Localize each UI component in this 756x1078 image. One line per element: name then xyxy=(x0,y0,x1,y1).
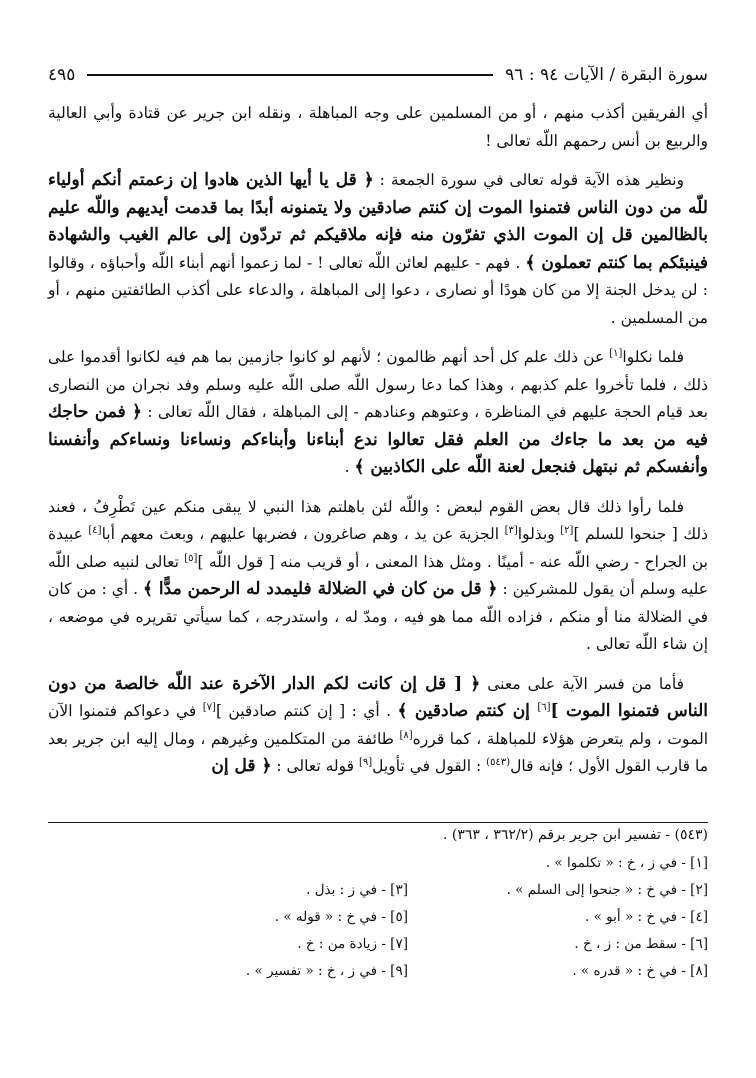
footnote-marker: [٥] xyxy=(184,552,198,564)
paragraph xyxy=(48,494,708,659)
footnote-marker: [٤] xyxy=(88,524,102,536)
footnote: [٤] - في خ : « أبو » . xyxy=(585,909,708,925)
paragraph xyxy=(48,100,708,155)
text-segment: فلما نكلوا xyxy=(622,348,684,366)
footnote-marker: [٣] xyxy=(504,524,518,536)
footnote-marker: [٢] xyxy=(560,524,574,536)
page-number: ٤٩٥ xyxy=(48,65,76,85)
footnote-marker: [٨] xyxy=(399,729,413,741)
footnote-row xyxy=(48,904,708,931)
footnote-marker: (٥٤٣) xyxy=(486,756,511,768)
footnote-row xyxy=(48,931,708,958)
footnote: [٧] - زيادة من : خ . xyxy=(297,936,408,952)
paragraph xyxy=(48,344,708,482)
text-segment: . xyxy=(344,458,355,476)
text-segment: تعالى لنبيه صلى اللّه عليه وسلم أن يقول للمشركين : xyxy=(48,552,709,598)
footnote-marker: [١] xyxy=(609,347,623,359)
text-segment: في دعواكم فتمنوا الآن الموت ، ولم يتعرض هؤلاء للمباهلة ، كما قرره xyxy=(48,702,708,748)
paragraph xyxy=(48,671,708,781)
text-segment: أي الفريقين أكذب منهم ، أو من المسلمين على وجه المباهلة ، ونقله ابن جرير عن قتادة وأبي العالية والربيع بن أنس رحمهم اللّه تعالى ! xyxy=(48,104,708,150)
quran-verse: ﴿ [ قل إن كانت لكم الدار الآخرة عند اللّه خالصة من دون الناس فتمنوا الموت ] xyxy=(48,673,709,721)
footnote: [٨] - في خ : « قدره » . xyxy=(572,963,708,979)
footnote: [٦] - سقط من : ز ، خ . xyxy=(574,936,708,952)
footnote-marker: [٦] xyxy=(537,701,551,713)
running-title: سورة البقرة / الآيات ٩٤ : ٩٦ xyxy=(505,65,708,85)
footnote-row xyxy=(48,877,708,904)
footnote: [٢] - في خ : « جنحوا إلى السلم » . xyxy=(506,882,708,898)
footnote: [١] - في ز ، خ : « تكلموا » . xyxy=(545,855,708,871)
footnote: [٩] - في ز ، خ : « تفسير » . xyxy=(245,963,408,979)
text-segment: وبذلوا xyxy=(517,525,561,543)
quran-verse: ﴿ قل إن xyxy=(211,756,272,776)
text-segment: . أي : [ إن كنتم صادقين ] xyxy=(215,702,398,720)
text-segment: فأما من فسر الآية على معنى xyxy=(480,674,684,693)
text-segment: . أي : من كان في الضلالة منا أو منكم ، فزاده اللّه مما هو فيه ، ومدّ له ، واستدرجه ، كما سيأتي تقريره في موضعه ، إن شاء اللّه تعالى . xyxy=(48,580,708,653)
text-segment: ونظير هذه الآية قوله تعالى في سورة الجمعة : xyxy=(373,171,684,189)
body-text xyxy=(48,100,708,793)
footnote: [٥] - في خ : « قوله » . xyxy=(274,909,408,925)
paragraph xyxy=(48,167,708,332)
text-segment: عبيدة بن الجراح - رضي اللّه عنه - أمينًا . ومثل هذا المعنى ، أو قريب منه [ قول اللّه ] xyxy=(48,525,708,571)
text-segment: . فهم - عليهم لعائن اللّه تعالى ! - لما زعموا أنهم أبناء اللّه وأحباؤه ، وقالوا : لن يدخل الجنة إلا من كان هودًا أو نصارى ، دعوا إلى المباهلة ، والدعاء على أكذب الطائفتين منهم ، أو من المسلمين . xyxy=(48,253,708,327)
quran-verse: إن كنتم صادقين ﴾ xyxy=(397,701,538,721)
footnote: [٣] - في ز : بذل . xyxy=(306,882,408,898)
text-segment: الجزية عن يد ، وهم صاغرون ، فضربها عليهم ، وبعث معهم أبا xyxy=(101,525,505,543)
text-segment: عن ذلك علم كل أحد أنهم ظالمون ؛ لأنهم لو كانوا جازمين بما هم فيه لكانوا أقدموا على ذلك ، فلما تأخروا علم كذبهم ، وهذا كما دعا رسول اللّه صلى اللّه عليه وسلم وفد نجران من النصارى بعد قيام الحجة عليهم في المناظرة ، وعتوهم وعنادهم - إلى المباهلة ، فقال اللّه تعالى : xyxy=(48,348,708,421)
text-segment: : القول في تأويل xyxy=(372,757,487,775)
text-segment: فلما رأوا ذلك قال بعض القوم لبعض : واللّه لئن باهلتم هذا النبي لا يبقى منكم عين تَطْرِفُ ، فعند ذلك [ جنحوا للسلم ] xyxy=(48,497,709,543)
footnote-row xyxy=(48,850,708,877)
text-segment: طائفة من المتكلمين وغيرهم ، ومال إليه ابن جرير بعد ما قارب القول الأول ؛ فإنه قال xyxy=(48,729,708,775)
quran-verse: ﴿ قل من كان في الضلالة فليمدد له الرحمن مدًّا ﴾ xyxy=(143,579,498,599)
footnote-marker: [٩] xyxy=(358,756,373,768)
source-note: (٥٤٣) - تفسير ابن جرير برقم (٣٦٢/٢ ، ٣٦٣) . xyxy=(48,822,708,843)
text-segment: قوله تعالى : xyxy=(271,757,359,775)
quran-verse: ﴿ فمن حاجك فيه من بعد ما جاءك من العلم فقل تعالوا ندع أبناءنا وأبناءكم ونساءنا ونساءكم وأنفسنا وأنفسكم ثم نبتهل فنجعل لعنة اللّه على الكاذبين ﴾ xyxy=(48,402,708,477)
page-header xyxy=(48,60,708,90)
header-rule xyxy=(87,74,493,76)
footnote-row xyxy=(48,958,708,985)
quran-verse: ﴿ قل يا أيها الذين هادوا إن زعمتم أنكم أولياء للّه من دون الناس فتمنوا الموت إن كنتم صادقين ولا يتمنونه أبدًا بما قدمت أيديهم واللّه عليم بالظالمين قل إن الموت الذي تفرّون منه فإنه ملاقيكم ثم تردّون إلى عالم الغيب والشهادة فينبئكم بما كنتم تعملون ﴾ xyxy=(48,170,708,273)
footnote-marker: [٧] xyxy=(202,701,216,713)
footnotes xyxy=(48,850,708,985)
footnote xyxy=(108,850,408,877)
